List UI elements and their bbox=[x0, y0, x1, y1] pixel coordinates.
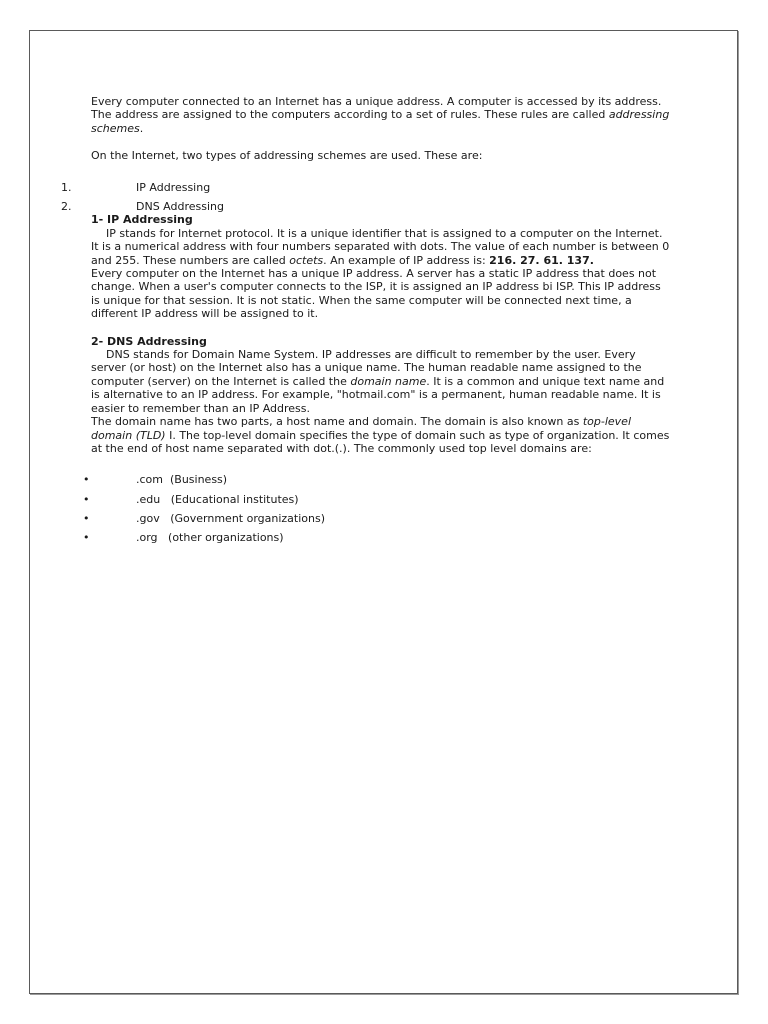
ip-paragraph bbox=[91, 227, 671, 267]
octets-term: octets bbox=[289, 253, 324, 267]
domain-parts-text: The domain name has two parts, a host name and domain. The domain is also known as bbox=[91, 415, 583, 429]
dns-addressing-heading: 2- DNS Addressing bbox=[91, 334, 207, 348]
list-item bbox=[61, 180, 671, 194]
list-item-text: .gov (Government organizations) bbox=[136, 511, 326, 525]
document-page bbox=[29, 30, 738, 994]
addressing-schemes-term: addressing schemes bbox=[91, 108, 670, 135]
list-item-text: .com (Business) bbox=[136, 473, 228, 487]
list-item bbox=[61, 200, 671, 214]
list-item-text: .org (other organizations) bbox=[136, 530, 284, 544]
dns-paragraph bbox=[91, 348, 671, 415]
schemes-intro-paragraph: On the Internet, two types of addressing schemes are used. These are: bbox=[91, 149, 483, 163]
list-number: 1. bbox=[61, 180, 72, 194]
ip-example: 216. 27. 61. 137. bbox=[489, 253, 594, 267]
dns-text-end: . It is a common and unique text name and is alternative to an IP address. For example, "hotmail.com" is a permanent, human readable name. It is easier to remember than an IP Address. bbox=[91, 374, 665, 415]
bullet-icon: • bbox=[83, 530, 90, 544]
dns-text: DNS stands for Domain Name System. IP addresses are difficult to remember by the user. Every server (or host) on the Internet also has a unique name. The human readable name assigned to the computer (server) on the Internet is called the bbox=[91, 348, 642, 388]
addressing-schemes-list bbox=[61, 180, 671, 214]
ip-text-mid: . An example of IP address is: bbox=[323, 253, 490, 267]
ip-unique-paragraph: Every computer on the Internet has a unique IP address. A server has a static IP address that does not change. When a user's computer connects to the ISP, it is assigned an IP address bi ISP. This IP address is unique for that session. It is not static. When the same computer will be connected next time, a different IP address will be assigned to it. bbox=[91, 267, 661, 321]
list-item bbox=[83, 492, 671, 506]
list-item-text: .edu (Educational institutes) bbox=[136, 492, 299, 506]
intro-paragraph bbox=[91, 95, 671, 135]
list-number: 2. bbox=[61, 200, 72, 214]
tld-list bbox=[83, 473, 671, 544]
bullet-icon: • bbox=[83, 511, 90, 525]
domain-parts-text-end: I. The top-level domain specifies the type of domain such as type of organization. It comes at the end of host name separated with dot.(.). The commonly used top level domains are: bbox=[91, 428, 670, 455]
ip-addressing-heading: 1- IP Addressing bbox=[91, 213, 193, 227]
list-item bbox=[83, 530, 671, 544]
list-item-text: IP Addressing bbox=[136, 180, 211, 194]
list-item-text: DNS Addressing bbox=[136, 200, 224, 214]
intro-text-end: . bbox=[139, 121, 144, 135]
domain-name-term: domain name bbox=[350, 374, 427, 388]
bullet-icon: • bbox=[83, 473, 90, 487]
bullet-icon: • bbox=[83, 492, 90, 506]
list-item bbox=[83, 473, 671, 487]
list-item bbox=[83, 511, 671, 525]
domain-parts-paragraph bbox=[91, 415, 671, 455]
intro-text: Every computer connected to an Internet has a unique address. A computer is accessed by its address. The address are assigned to the computers according to a set of rules. These rules are called bbox=[91, 95, 662, 122]
ip-text: IP stands for Internet protocol. It is a unique identifier that is assigned to a computer on the Internet. It is a numerical address with four numbers separated with dots. The value of each number is between 0 and 255. These numbers are called bbox=[91, 226, 670, 267]
document-body bbox=[61, 95, 671, 544]
tld-term: top-level domain (TLD) bbox=[91, 415, 631, 442]
